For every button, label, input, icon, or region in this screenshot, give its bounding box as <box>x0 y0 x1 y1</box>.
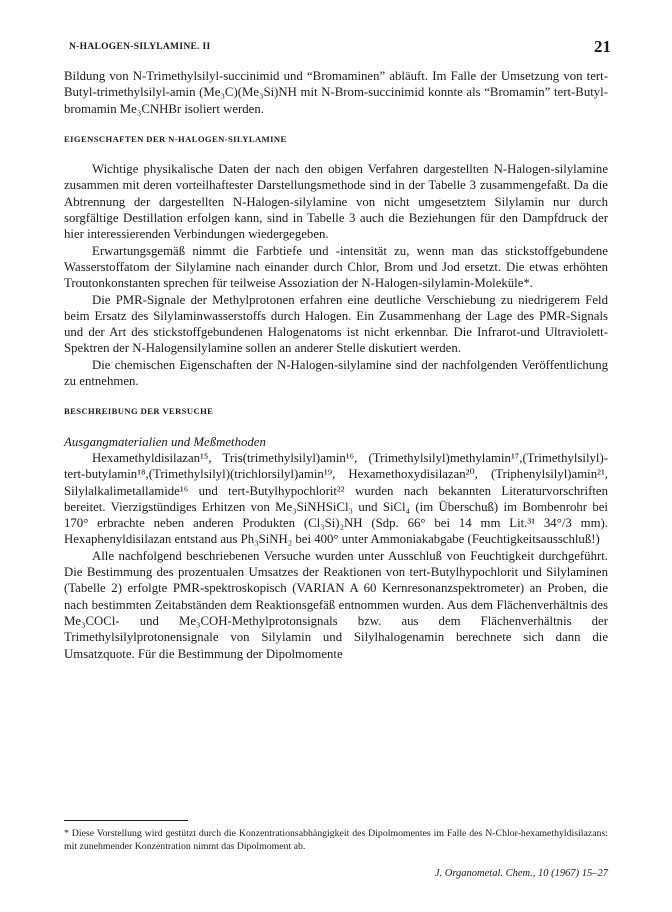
footnote: * Diese Vorstellung wird gestützt durch die Konzentrationsabhängigkeit des Dipolmomentes im Falle des N-Chlor-hexamethyldisilazans: mit zunehmender Konzentration nimmt das Dipolmoment ab. <box>64 828 608 852</box>
running-title: N-HALOGEN-SILYLAMINE. II <box>69 42 211 52</box>
footnote-divider <box>64 820 188 821</box>
paragraph: Die PMR-Signale der Methylprotonen erfahren eine deutliche Verschiebung zu niedrigerem Feld beim Ersatz des Silylaminwasserstoffs durch Halogen. Ein Zusammenhang der Lage des PMR-Signals und der Art des stickstoffgebundenen Halogenatoms ist nicht erkennbar. Die Infrarot-und Ultraviolett-Spektren der N-Halogensilylamine sollen an anderer Stelle diskutiert werden. <box>64 292 608 356</box>
page-number: 21 <box>594 37 611 56</box>
subsection-heading: Ausgangmaterialien und Meßmethoden <box>64 434 266 449</box>
paragraph-continuation: Bildung von N-Trimethylsilyl-succinimid und “Bromaminen” abläuft. Im Falle der Umsetzung von tert-Butyl-trimethylsilyl-amin (Me₃C)(Me₃Si)NH mit N-Brom-succinimid konnte als “Bromamin” tert-Butyl-bromamin Me₃CNHBr isoliert werden. <box>64 69 608 116</box>
article-body <box>64 68 608 662</box>
paragraph: Wichtige physikalische Daten der nach den obigen Verfahren dargestellten N-Halogen-silylamine zusammen mit deren vorteilhaftester Darstellungsmethode sind in der Tabelle 3 zusammengefaßt. Da die Abtrennung der dargestellten N-Halogen-silylamine von nicht umgesetztem Silylamin nur durch sorgfältige Destillation erfolgen kann, sind in Tabelle 3 auch die Beziehungen für den Dampfdruck der hier interessierenden Verbindungen wiedergegeben. <box>64 162 608 242</box>
section-heading-versuche: BESCHREIBUNG DER VERSUCHE <box>64 406 214 417</box>
paragraph: Hexamethyldisilazan¹⁵, Tris(trimethylsilyl)amin¹⁶, (Trimethylsilyl)methylamin¹⁷,(Trimethylsilyl)-tert-butylamin¹⁸,(Trimethylsilyl)(trichlorsilyl)amin¹⁹, Hexamethoxydisilazan²⁰, (Triphenylsilyl)amin²¹, Silylalkalimetallamide¹⁶ und tert-Butylhypochlorit²² wurden nach bekannten Literaturvorschriften bereitet. Vierzigstündiges Erhitzen von Me₃SiNHSiCl₃ und SiCl₄ (im Überschuß) im Bombenrohr bei 170° erbrachte neben anderen Produkten (Cl₃Si)₂NH (Sdp. 66° bei 14 mm Lit.³¹ 34°/3 mm). Hexaphenyldisilazan entstand aus Ph₃SiNH₂ bei 400° unter Ammoniakabgabe (Feuchtigkeitsausschluß!) <box>64 450 608 547</box>
paragraph: Alle nachfolgend beschriebenen Versuche wurden unter Ausschluß von Feuchtigkeit durchgeführt. Die Bestimmung des prozentualen Umsatzes der Reaktionen von tert-Butylhypochlorit und Silylaminen (Tabelle 2) erfolgte PMR-spektroskopisch (VARIAN A 60 Kernresonanzspektrometer) an Proben, die nach bestimmten Zeitabständen dem Reaktionsgefäß entnommen wurden. Aus dem Flächenverhältnis des Me₃COCl- und Me₃COH-Methylprotonsignals bzw. aus dem Flächenverhältnis der Trimethylsilylprotonensignale von Silylamin und Silylhalogenamin berechnete sich dann die Umsatzquote. Für die Bestimmung der Dipolmomente <box>64 548 608 661</box>
paragraph: Erwartungsgemäß nimmt die Farbtiefe und -intensität zu, wenn man das stickstoffgebundene Wasserstoffatom der Silylamine nach einander durch Chlor, Brom und Jod ersetzt. Die etwas erhöhten Troutonkonstanten sprechen für teilweise Assoziation der N-Halogen-silylamin-Moleküle*. <box>64 243 608 291</box>
journal-citation: J. Organometal. Chem., 10 (1967) 15–27 <box>434 868 608 879</box>
running-header <box>69 39 611 57</box>
paragraph: Die chemischen Eigenschaften der N-Halogen-silylamine sind der nachfolgenden Veröffentlichung zu entnehmen. <box>64 357 608 389</box>
section-heading-eigenschaften: EIGENSCHAFTEN DER N-HALOGEN-SILYLAMINE <box>64 133 287 144</box>
